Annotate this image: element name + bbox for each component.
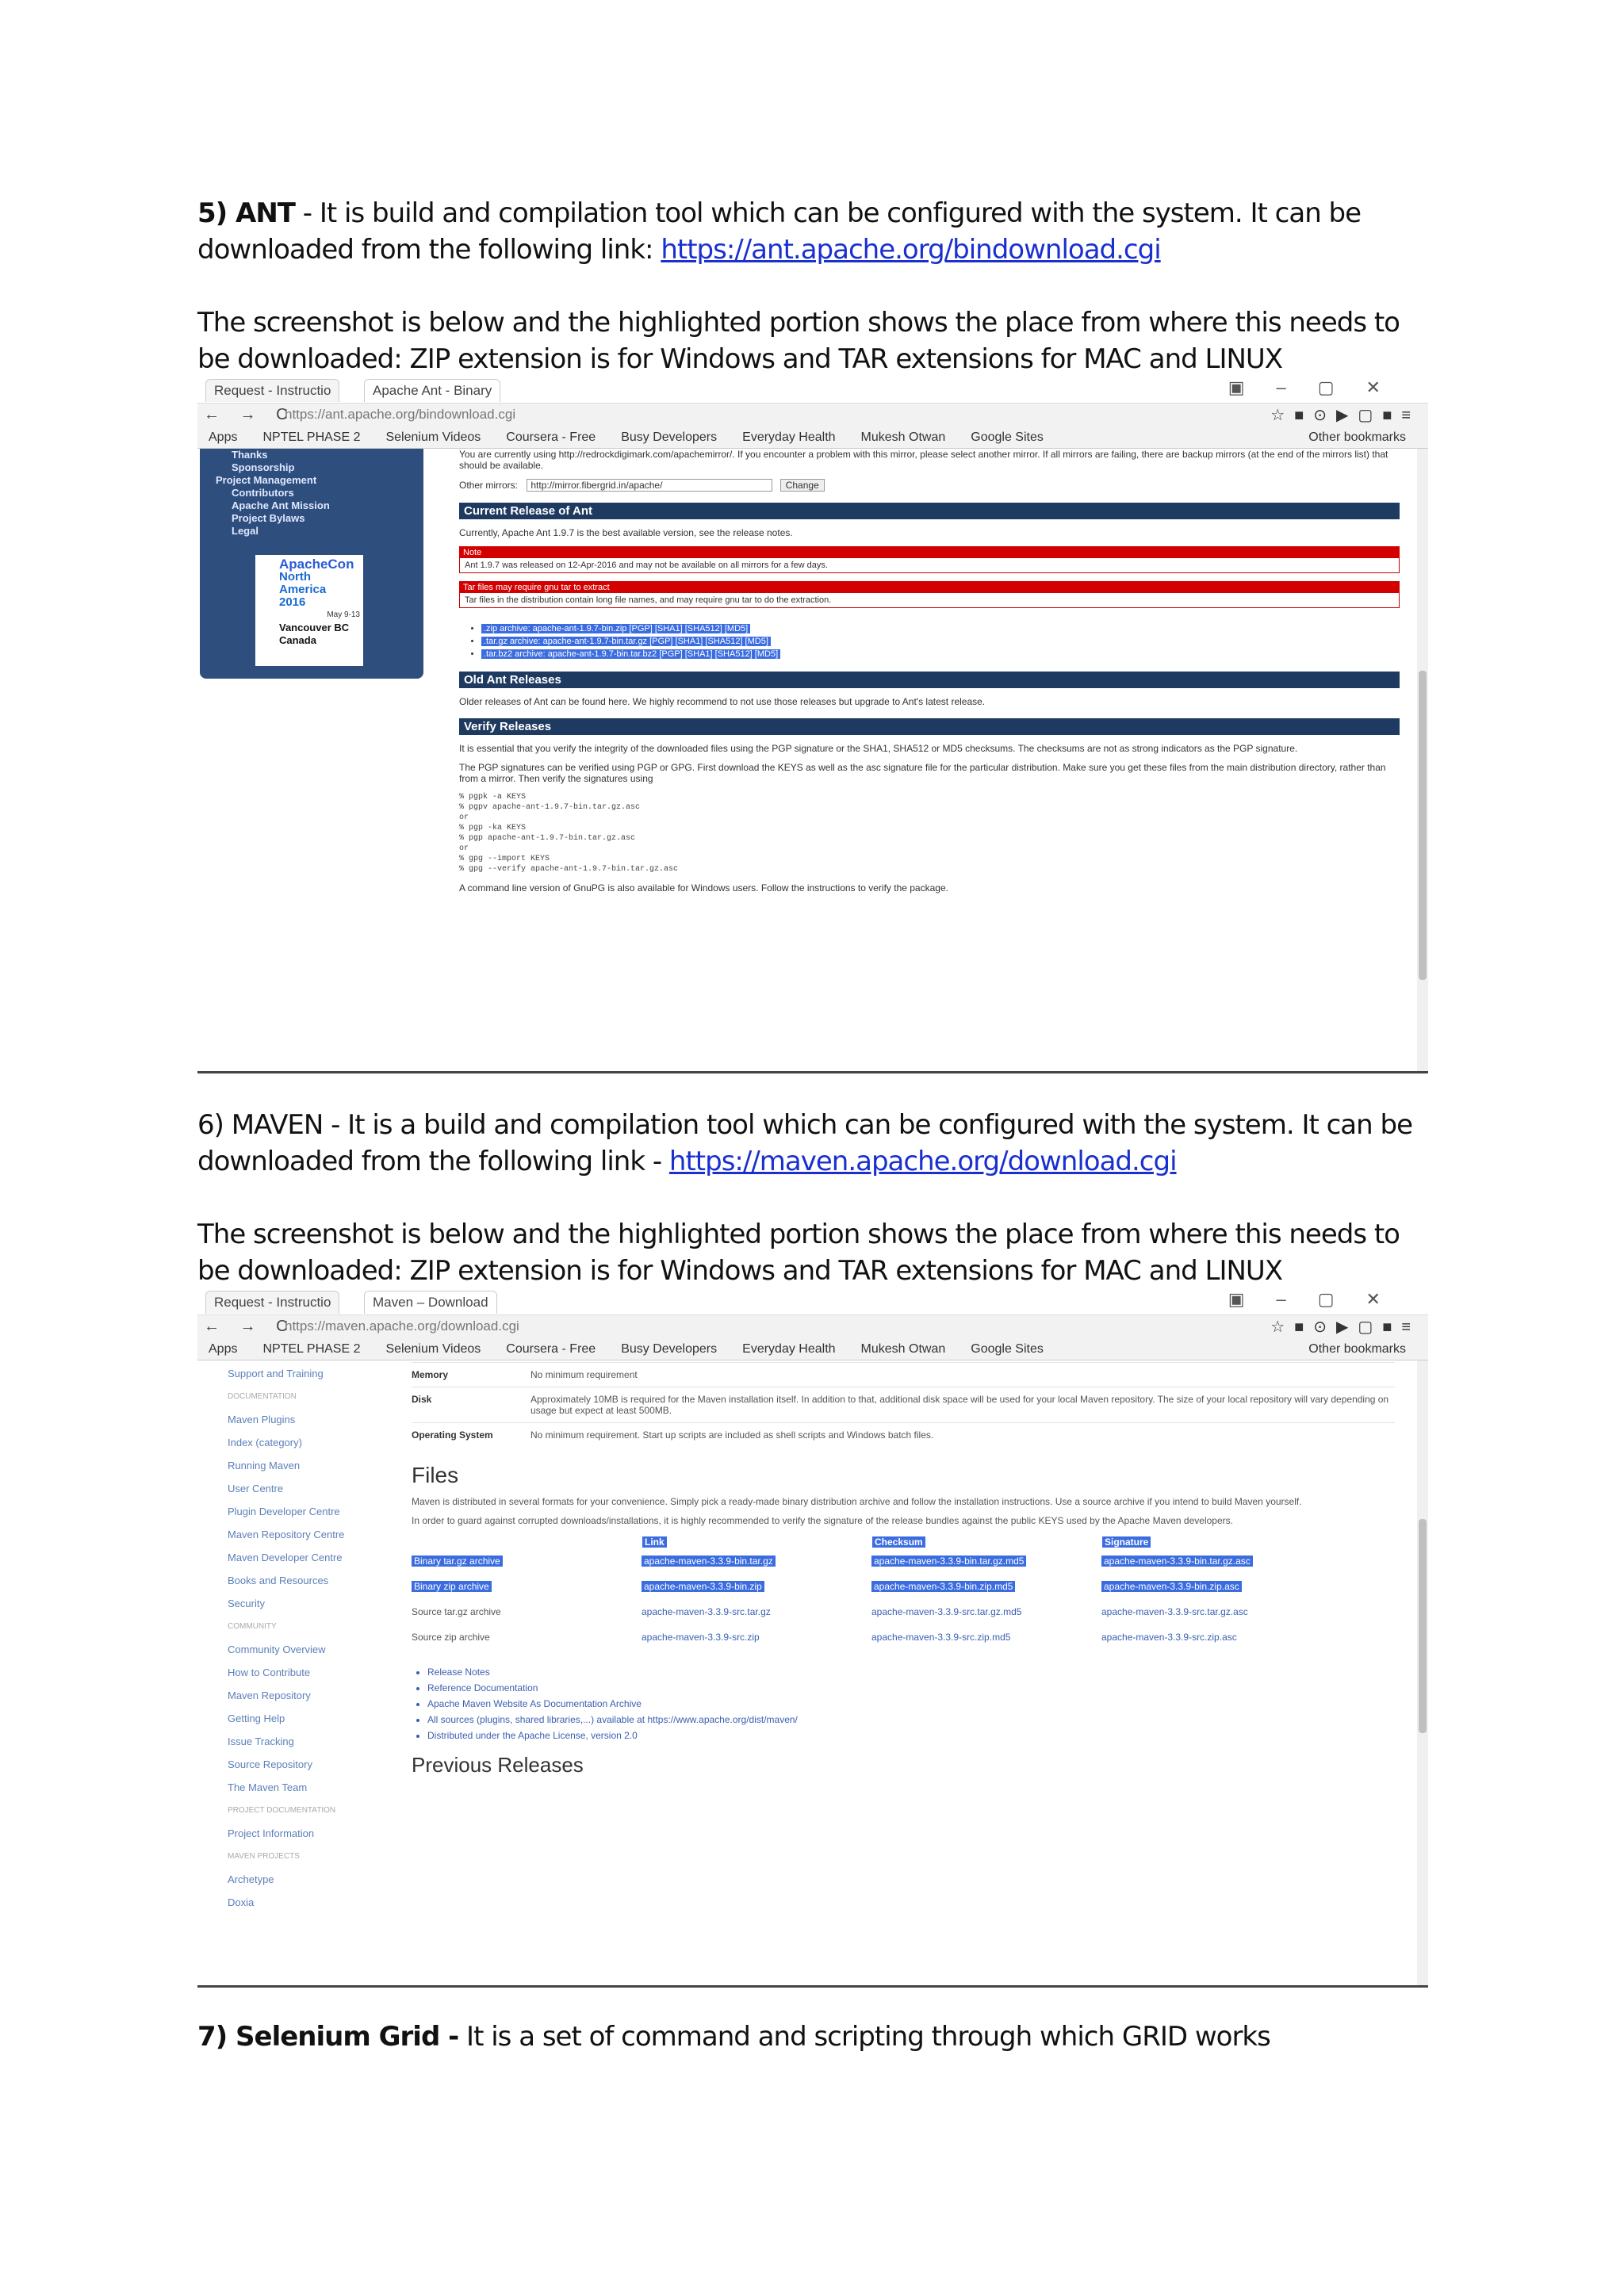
- sidebar-item[interactable]: Support and Training: [228, 1368, 324, 1380]
- sidebar-section-label: DOCUMENTATION: [228, 1392, 297, 1401]
- sidebar-item[interactable]: Project Bylaws: [232, 512, 305, 524]
- ant-content: [459, 449, 1400, 894]
- maven-link[interactable]: • Release Notes: [427, 1664, 1395, 1680]
- requirement-value: No minimum requirement: [530, 1369, 638, 1380]
- ant-screenshot-caption: The screenshot is below and the highlighted portion shows the place from where this needs to be downloaded: ZIP extension is for Windows and TAR extensions for MAC and LINUX: [197, 307, 1400, 375]
- bookmark[interactable]: Mukesh Otwan: [860, 430, 946, 444]
- sidebar-item[interactable]: Plugin Developer Centre: [228, 1506, 340, 1517]
- bookmark[interactable]: Busy Developers: [621, 430, 718, 444]
- apachecon-promo[interactable]: ApacheCon North America 2016 May 9-13 Vancouver BC Canada: [255, 555, 363, 666]
- bookmark[interactable]: Apps: [209, 1342, 238, 1356]
- download-link[interactable]: apache-maven-3.3.9-src.zip.asc: [1101, 1632, 1237, 1643]
- window-controls[interactable]: ▣–▢✕: [1228, 1289, 1412, 1309]
- table-row: [412, 1624, 1331, 1650]
- table-row: [412, 1574, 1331, 1599]
- sidebar-item[interactable]: The Maven Team: [228, 1781, 308, 1793]
- sidebar-item[interactable]: Issue Tracking: [228, 1735, 294, 1747]
- change-button[interactable]: Change: [780, 479, 825, 492]
- extension-icons[interactable]: ☆■⊙▶▢■≡: [1270, 1318, 1420, 1336]
- download-link[interactable]: apache-maven-3.3.9-bin.zip: [642, 1581, 764, 1592]
- old-releases-text: Older releases of Ant can be found here. We highly recommend to not use those releases but upgrade to Ant's latest release.: [459, 696, 986, 707]
- bookmark[interactable]: Selenium Videos: [385, 1342, 481, 1356]
- archive-type: Source tar.gz archive: [412, 1606, 501, 1617]
- requirement-value: No minimum requirement. Start up scripts are included as shell scripts and Windows batch files.: [530, 1429, 934, 1441]
- verify-releases-heading: Verify Releases: [459, 718, 1400, 735]
- bookmarks-bar: [197, 427, 1428, 449]
- sidebar-item[interactable]: Maven Repository Centre: [228, 1529, 345, 1540]
- sidebar-section-label: COMMUNITY: [228, 1622, 277, 1631]
- maven-screenshot: [197, 1289, 1428, 1988]
- files-intro: Maven is distributed in several formats for your convenience. Simply pick a ready-made binary distribution archive and follow the installation instructions. Use a source archive if you intend to build Maven yourself.: [412, 1496, 1302, 1507]
- sidebar-item[interactable]: Maven Developer Centre: [228, 1552, 343, 1563]
- verify-code: % pgpk -a KEYS % pgpv apache-ant-1.9.7-bin.tar.gz.asc or % pgp -ka KEYS % pgp apache-ant-1.9.7-bin.tar.gz.asc or % gpg --import KEYS % gpg --verify apache-ant-1.9.7-bin.tar.gz.asc: [459, 793, 679, 874]
- maven-link[interactable]: • Apache Maven Website As Documentation Archive: [427, 1696, 1395, 1712]
- verify-text-2: The PGP signatures can be verified using PGP or GPG. First download the KEYS as well as the asc signature file for the particular distribution. Make sure you get these files from the main distribution directory, rather than from a mirror. Then verify the signatures using: [459, 762, 1386, 784]
- download-link[interactable]: apache-maven-3.3.9-src.zip.md5: [871, 1632, 1011, 1643]
- previous-releases-heading: Previous Releases: [412, 1753, 584, 1777]
- ant-screenshot: [197, 377, 1428, 1073]
- old-releases-heading: Old Ant Releases: [459, 672, 1400, 688]
- scrollbar[interactable]: [1417, 449, 1428, 1071]
- selenium-grid-heading: 7) Selenium Grid -: [197, 2021, 459, 2053]
- browser-tab[interactable]: Request - Instructio: [205, 379, 339, 402]
- mirror-select[interactable]: http://mirror.fibergrid.in/apache/: [527, 479, 772, 492]
- other-mirrors-label: Other mirrors:: [459, 480, 519, 491]
- maven-link[interactable]: • All sources (plugins, shared libraries,...) available at https://www.apache.org/dist/maven/: [427, 1712, 1395, 1728]
- gnupg-text: A command line version of GnuPG is also available for Windows users. Follow the instructions to verify the package.: [459, 882, 948, 894]
- download-link[interactable]: apache-maven-3.3.9-src.zip: [642, 1632, 760, 1643]
- bookmark[interactable]: NPTEL PHASE 2: [262, 1342, 361, 1356]
- maven-link[interactable]: • Reference Documentation: [427, 1680, 1395, 1696]
- table-row: [412, 1599, 1331, 1624]
- table-row: [412, 1548, 1331, 1574]
- archive-type: Binary tar.gz archive: [412, 1556, 503, 1567]
- maven-content: [412, 1362, 1395, 1785]
- sidebar-item[interactable]: Maven Plugins: [228, 1414, 296, 1425]
- maven-screenshot-caption: The screenshot is below and the highlighted portion shows the place from where this needs to be downloaded: ZIP extension is for Windows and TAR extensions for MAC and LINUX: [197, 1219, 1400, 1287]
- bookmark[interactable]: Coursera - Free: [506, 430, 596, 444]
- bookmark[interactable]: Mukesh Otwan: [860, 1342, 946, 1356]
- table-header: Signature: [1102, 1536, 1151, 1548]
- bookmark[interactable]: Selenium Videos: [385, 430, 481, 444]
- sidebar-item[interactable]: Apache Ant Mission: [232, 499, 330, 511]
- files-heading: Files: [412, 1463, 459, 1487]
- address-bar[interactable]: https://maven.apache.org/download.cgi: [285, 1318, 519, 1334]
- sidebar-item[interactable]: User Centre: [228, 1483, 284, 1494]
- requirement-row: [412, 1422, 1395, 1447]
- sidebar-item[interactable]: Sponsorship: [232, 461, 295, 473]
- window-controls[interactable]: ▣–▢✕: [1228, 377, 1412, 397]
- extension-icons[interactable]: ☆■⊙▶▢■≡: [1270, 407, 1420, 424]
- maven-link[interactable]: • Distributed under the Apache License, version 2.0: [427, 1728, 1395, 1743]
- tar-note-box: Tar files may require gnu tar to extract Tar files in the distribution contain long file names, and may require gnu tar to do the extraction.: [459, 581, 1400, 608]
- sidebar-item[interactable]: Books and Resources: [228, 1575, 329, 1586]
- table-header: Link: [642, 1536, 667, 1548]
- ant-sidebar: [200, 449, 423, 679]
- mirror-text: You are currently using http://redrockdigimark.com/apachemirror/. If you encounter a problem with this mirror, please select another mirror. If all mirrors are failing, there are backup mirrors (at the end of the mirrors list) that should be available.: [459, 449, 1388, 471]
- nav-buttons[interactable]: ← → C: [204, 406, 296, 423]
- other-bookmarks[interactable]: Other bookmarks: [1308, 430, 1406, 444]
- bookmark[interactable]: Google Sites: [971, 430, 1044, 444]
- maven-links-list: [427, 1664, 1395, 1743]
- bookmark[interactable]: Apps: [209, 430, 238, 444]
- selenium-grid-paragraph: 7) Selenium Grid - It is a set of command and scripting through which GRID works: [197, 2021, 1270, 2053]
- maven-sidebar: [228, 1362, 394, 1914]
- sidebar-section-label: PROJECT DOCUMENTATION: [228, 1806, 336, 1815]
- tarbz2-download-link[interactable]: .tar.bz2 archive: apache-ant-1.9.7-bin.tar.bz2 [PGP] [SHA1] [SHA512] [MD5]: [481, 649, 780, 659]
- sidebar-item[interactable]: Project Information: [228, 1827, 315, 1839]
- sidebar-item[interactable]: Doxia: [228, 1896, 255, 1908]
- current-release-heading: Current Release of Ant: [459, 503, 1400, 519]
- bookmark[interactable]: Everyday Health: [742, 1342, 836, 1356]
- ant-download-link[interactable]: https://ant.apache.org/bindownload.cgi: [661, 234, 1161, 266]
- bookmarks-bar: [197, 1339, 1428, 1360]
- sidebar-item[interactable]: Community Overview: [228, 1644, 326, 1655]
- download-link[interactable]: apache-maven-3.3.9-bin.zip.md5: [871, 1581, 1015, 1592]
- sidebar-item[interactable]: Running Maven: [228, 1460, 301, 1471]
- sidebar-item[interactable]: Getting Help: [228, 1712, 285, 1724]
- download-link[interactable]: apache-maven-3.3.9-src.tar.gz: [642, 1606, 771, 1617]
- sidebar-item[interactable]: Thanks: [232, 449, 268, 461]
- current-release-text: Currently, Apache Ant 1.9.7 is the best available version, see the release notes.: [459, 527, 793, 538]
- sidebar-item[interactable]: Project Management: [216, 474, 317, 486]
- download-link[interactable]: apache-maven-3.3.9-bin.zip.asc: [1101, 1581, 1242, 1592]
- requirement-key: Memory: [412, 1369, 449, 1380]
- scrollbar[interactable]: [1417, 1360, 1428, 1985]
- ant-heading: 5) ANT: [197, 197, 295, 229]
- browser-tab-active[interactable]: Apache Ant - Binary: [364, 379, 500, 402]
- other-bookmarks[interactable]: Other bookmarks: [1308, 1342, 1406, 1356]
- download-link[interactable]: apache-maven-3.3.9-src.tar.gz.asc: [1101, 1606, 1248, 1617]
- requirement-key: Disk: [412, 1394, 432, 1405]
- sidebar-item[interactable]: Contributors: [232, 487, 294, 499]
- note-box: Note Ant 1.9.7 was released on 12-Apr-2016 and may not be available on all mirrors for a few days.: [459, 546, 1400, 573]
- sidebar-item[interactable]: Maven Repository: [228, 1689, 311, 1701]
- requirement-key: Operating System: [412, 1429, 493, 1441]
- sidebar-item[interactable]: Security: [228, 1598, 265, 1609]
- bookmark[interactable]: Everyday Health: [742, 430, 836, 444]
- download-link[interactable]: apache-maven-3.3.9-bin.tar.gz: [642, 1556, 776, 1567]
- bookmark[interactable]: NPTEL PHASE 2: [262, 430, 361, 444]
- download-link[interactable]: apache-maven-3.3.9-src.tar.gz.md5: [871, 1606, 1022, 1617]
- files-verify-text: In order to guard against corrupted downloads/installations, it is highly recommended to verify the signature of the release bundles against the public KEYS used by the Apache Maven developers.: [412, 1515, 1233, 1526]
- sidebar-item[interactable]: How to Contribute: [228, 1667, 311, 1678]
- sidebar-section-label: MAVEN PROJECTS: [228, 1852, 300, 1861]
- system-requirements: [412, 1362, 1395, 1447]
- requirement-row: [412, 1387, 1395, 1422]
- ant-paragraph: 5) ANT - It is build and compilation tool which can be configured with the system. It can be downloaded from the following link: https://ant.apache.org/bindownload.cgi: [197, 197, 1362, 266]
- maven-download-link[interactable]: https://maven.apache.org/download.cgi: [668, 1146, 1177, 1177]
- requirement-value: Approximately 10MB is required for the Maven installation itself. In addition to that, additional disk space will be used for your local Maven repository. The size of your local repository will vary depending on usage but expect at least 500MB.: [530, 1394, 1389, 1416]
- sidebar-item[interactable]: Index (category): [228, 1437, 302, 1448]
- browser-tab[interactable]: Request - Instructio: [205, 1291, 339, 1314]
- bookmark[interactable]: Coursera - Free: [506, 1342, 596, 1356]
- archive-type: Binary zip archive: [412, 1581, 492, 1592]
- archive-type: Source zip archive: [412, 1632, 490, 1643]
- download-link[interactable]: apache-maven-3.3.9-bin.tar.gz.md5: [871, 1556, 1026, 1567]
- bookmark[interactable]: Busy Developers: [621, 1342, 718, 1356]
- files-table: [412, 1536, 1331, 1650]
- browser-tab-active[interactable]: Maven – Download: [364, 1291, 497, 1314]
- sidebar-item[interactable]: Legal: [232, 525, 259, 537]
- verify-text: It is essential that you verify the integrity of the downloaded files using the PGP signature or the SHA1, SHA512 or MD5 checksums. The checksums are not as strong indicators as the PGP signature.: [459, 743, 1298, 754]
- download-link[interactable]: apache-maven-3.3.9-bin.tar.gz.asc: [1101, 1556, 1253, 1567]
- maven-paragraph: 6) MAVEN - It is a build and compilation tool which can be configured with the system. It can be downloaded from the following link - https://maven.apache.org/download.cgi: [197, 1109, 1412, 1177]
- address-bar[interactable]: https://ant.apache.org/bindownload.cgi: [285, 407, 516, 422]
- sidebar-item[interactable]: Source Repository: [228, 1758, 312, 1770]
- bookmark[interactable]: Google Sites: [971, 1342, 1044, 1356]
- sidebar-item[interactable]: Archetype: [228, 1873, 274, 1885]
- requirement-row: [412, 1362, 1395, 1387]
- nav-buttons[interactable]: ← → C: [204, 1318, 296, 1335]
- table-header: Checksum: [872, 1536, 925, 1548]
- targz-download-link[interactable]: .tar.gz archive: apache-ant-1.9.7-bin.tar.gz [PGP] [SHA1] [SHA512] [MD5]: [481, 637, 771, 646]
- zip-download-link[interactable]: .zip archive: apache-ant-1.9.7-bin.zip [PGP] [SHA1] [SHA512] [MD5]: [481, 624, 750, 633]
